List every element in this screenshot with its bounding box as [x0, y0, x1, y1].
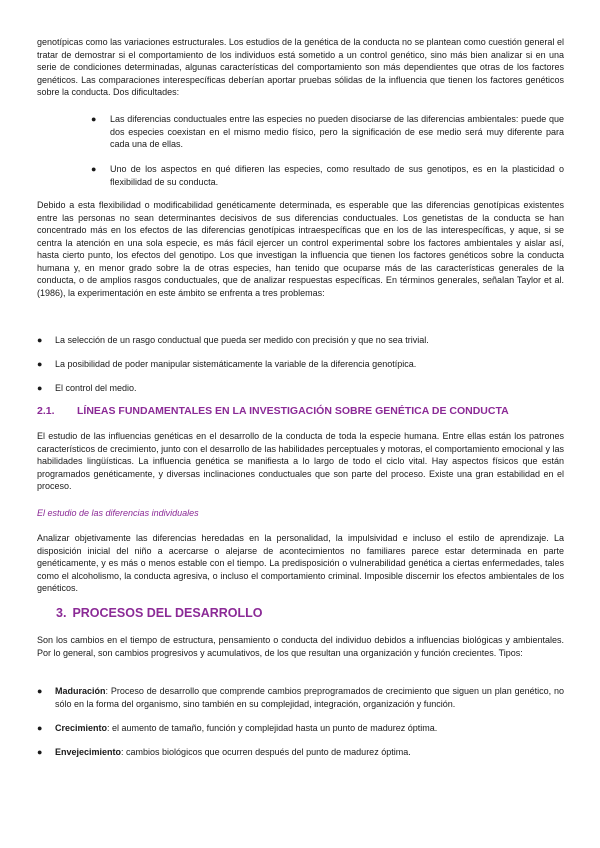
term: Maduración — [55, 686, 106, 696]
definition: : cambios biológicos que ocurren después del punto de madurez óptima. — [121, 747, 411, 757]
subsection-heading: El estudio de las diferencias individuales — [37, 508, 199, 518]
section-heading — [37, 405, 509, 417]
term: Crecimiento — [55, 723, 108, 733]
chapter-heading — [56, 606, 263, 620]
list-item-text: La posibilidad de poder manipular sistemáticamente la variable de la diferencia genotípica. — [55, 359, 417, 369]
bullet-icon: ● — [37, 335, 43, 345]
bullet-icon: ● — [91, 164, 97, 174]
definition: : el aumento de tamaño, función y complejidad hasta un punto de madurez óptima. — [107, 723, 438, 733]
list-item-text: Las diferencias conductuales entre las especies no pueden disociarse de las diferencias ambientales: puede que dos especies coexistan en el mismo medio físico, pero la significación de ese medio será muy diferente para cada una de ellas. — [110, 114, 564, 149]
bullet-icon: ● — [37, 723, 43, 733]
body-paragraph: El estudio de las influencias genéticas en el desarrollo de la conducta de toda la especie humana. Entre ellas están los patrones característicos de crecimiento, junto con el desarrollo de las habilidades perceptuales y motoras, el comportamiento emocional y las habilidades lingüísticas. La influencia genética se manifiesta a lo largo de todo el ciclo vital. Hay aspectos físicos que están programados genéticamente, y diversas inclinaciones conductuales que son parte del proceso. Existe una gran estabilidad en el proceso. — [37, 431, 564, 491]
definition: : Proceso de desarrollo que comprende cambios preprogramados de crecimiento que siguen un plan genético, no sólo en la forma del organismo, sino también en su complejidad, integración, organización y función. — [55, 686, 564, 709]
chapter-number: 3. — [56, 606, 67, 620]
bullet-icon: ● — [37, 383, 43, 393]
body-paragraph: Son los cambios en el tiempo de estructura, pensamiento o conducta del individuo debidos a influencias biológicas y ambientales. Por lo general, son cambios progresivos y acumulativos, de los que resultan una organización y función crecientes. Tipos: — [37, 635, 564, 658]
term: Envejecimiento — [55, 747, 122, 757]
bullet-icon: ● — [37, 747, 43, 757]
bullet-icon: ● — [37, 359, 43, 369]
body-paragraph: Analizar objetivamente las diferencias heredadas en la personalidad, la impulsividad e incluso el estilo de aprendizaje. La disposición inicial del niño a acercarse o alejarse de acontecimientos no familiares parece estar determinada en parte genéticamente, y es más o menos estable con el tiempo. La predisposición o vulnerabilidad genética a ciertas enfermedades, tales como el alcoholismo, la conducta agresiva, o incluso el comportamiento criminal. Imposible discernir los efectos ambientales de los genéticos. — [37, 533, 564, 593]
list-item-text: Uno de los aspectos en qué difieren las especies, como resultado de sus genotipos, es en la plasticidad o flexibilidad de su conducta. — [110, 164, 564, 187]
section-number: 2.1. — [37, 405, 55, 417]
section-title: LÍNEAS FUNDAMENTALES EN LA INVESTIGACIÓN SOBRE GENÉTICA DE CONDUCTA — [77, 405, 509, 417]
chapter-title: PROCESOS DEL DESARROLLO — [72, 606, 263, 620]
list-item-text: La selección de un rasgo conductual que pueda ser medido con precisión y que no sea trivial. — [55, 335, 429, 345]
intro-paragraph: genotípicas como las variaciones estructurales. Los estudios de la genética de la conducta no se plantean como cuestión general el tratar de demostrar si el comportamiento de los individuos está sometido a un control genético, sino más bien analizar si en una serie de condiciones determinadas, algunas características del comportamiento son más dependientes que otras de los factores genéticos. Las comparaciones interespecíficas deberían aportar pruebas sólidas de la influencia que tienen los factores genéticos sobre la conducta. Dos dificultades: — [37, 37, 564, 97]
body-paragraph: Debido a esta flexibilidad o modificabilidad genéticamente determinada, es esperable que las diferencias genotípicas existentes entre las personas no sean determinantes decisivos de sus diferencias conductuales. Los genetistas de la conducta se han concentrado más en los efectos de las diferencias genotípicas intraespecíficas que en los de las interespecíficas, y aque, si se centra la atención en una sola especie, es más fácil ejercer un control experimental sobre los factores ambientales y aislar así, hasta cierto punto, los efectos del genotipo. Los que investigan la influencia que tienen los factores genéticos sobre la conducta humana y, en menor grado sobre la de otras especies, han tenido que ocuparse más de las características generales de la conducta, o de amplios rasgos conductuales, que de analizar respuestas específicas. En términos generales, señalan Taylor et al. (1986), la experimentación en este ámbito se enfrenta a tres problemas: — [37, 200, 564, 298]
list-item-text: El control del medio. — [55, 383, 137, 393]
bullet-icon: ● — [91, 114, 97, 124]
bullet-icon: ● — [37, 686, 43, 696]
